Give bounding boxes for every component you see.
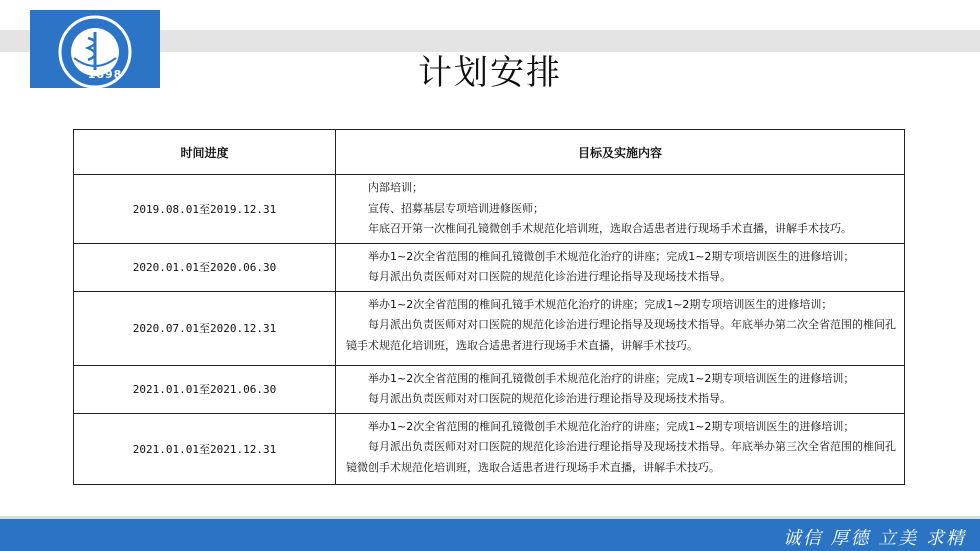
table-row: [74, 365, 905, 413]
logo-year: 1898: [87, 68, 123, 81]
time-cell: 2021.01.01至2021.12.31: [74, 413, 336, 484]
content-line: 每月派出负责医师对对口医院的规范化诊治进行理论指导及现场技术指导。: [368, 270, 731, 283]
header-goals-content: 目标及实施内容: [336, 130, 905, 175]
page-title: 计划安排: [418, 53, 562, 93]
content-cell: [336, 365, 905, 413]
content-line: 每月派出负责医师对对口医院的规范化诊治进行理论指导及现场技术指导。年底举办第三次全省范围的椎间孔镜微创手术规范化培训班，选取合适患者进行现场手术直播，讲解手术技巧。: [346, 440, 896, 474]
table-row: [74, 291, 905, 365]
content-cell: [336, 175, 905, 244]
content-line: 举办1~2次全省范围的椎间孔镜微创手术规范化治疗的讲座；完成1~2期专项培训医生的进修培训；: [368, 249, 855, 263]
table-row: [74, 175, 905, 244]
header-time-progress: 时间进度: [74, 130, 336, 175]
content-line: 举办1~2次全省范围的椎间孔镜微创手术规范化治疗的讲座；完成1~2期专项培训医生的进修培训；: [368, 371, 855, 385]
footer-bar: [0, 519, 980, 551]
content-cell: [336, 243, 905, 291]
content-line: 举办1~2次全省范围的椎间孔镜手术规范化治疗的讲座；完成1~2期专项培训医生的进修培训；: [368, 297, 833, 311]
schedule-table: [73, 129, 905, 485]
time-cell: 2019.08.01至2019.12.31: [74, 175, 336, 244]
content-line: 每月派出负责医师对对口医院的规范化诊治进行理论指导及现场技术指导。年底举办第二次全省范围的椎间孔镜手术规范化培训班，选取合适患者进行现场手术直播，讲解手术技巧。: [346, 318, 896, 352]
time-cell: 2020.01.01至2020.06.30: [74, 243, 336, 291]
content-line: 宣传、招募基层专项培训进修医师；: [368, 201, 544, 215]
time-cell: 2020.07.01至2020.12.31: [74, 291, 336, 365]
content-line: 每月派出负责医师对对口医院的规范化诊治进行理论指导及现场技术指导。: [368, 392, 731, 405]
time-cell: 2021.01.01至2021.06.30: [74, 365, 336, 413]
content-line: 年底召开第一次椎间孔镜微创手术规范化培训班，选取合适患者进行现场手术直播，讲解手术技巧。: [368, 222, 852, 235]
table-row: [74, 413, 905, 484]
table-row: [74, 243, 905, 291]
table-header-row: [74, 130, 905, 175]
footer-motto: 诚信 厚德 立美 求精: [782, 528, 966, 549]
content-line: 内部培训；: [368, 181, 423, 194]
content-cell: [336, 413, 905, 484]
content-cell: [336, 291, 905, 365]
content-line: 举办1~2次全省范围的椎间孔镜微创手术规范化治疗的讲座；完成1~2期专项培训医生的进修培训；: [368, 419, 855, 433]
hospital-logo: [30, 10, 160, 88]
